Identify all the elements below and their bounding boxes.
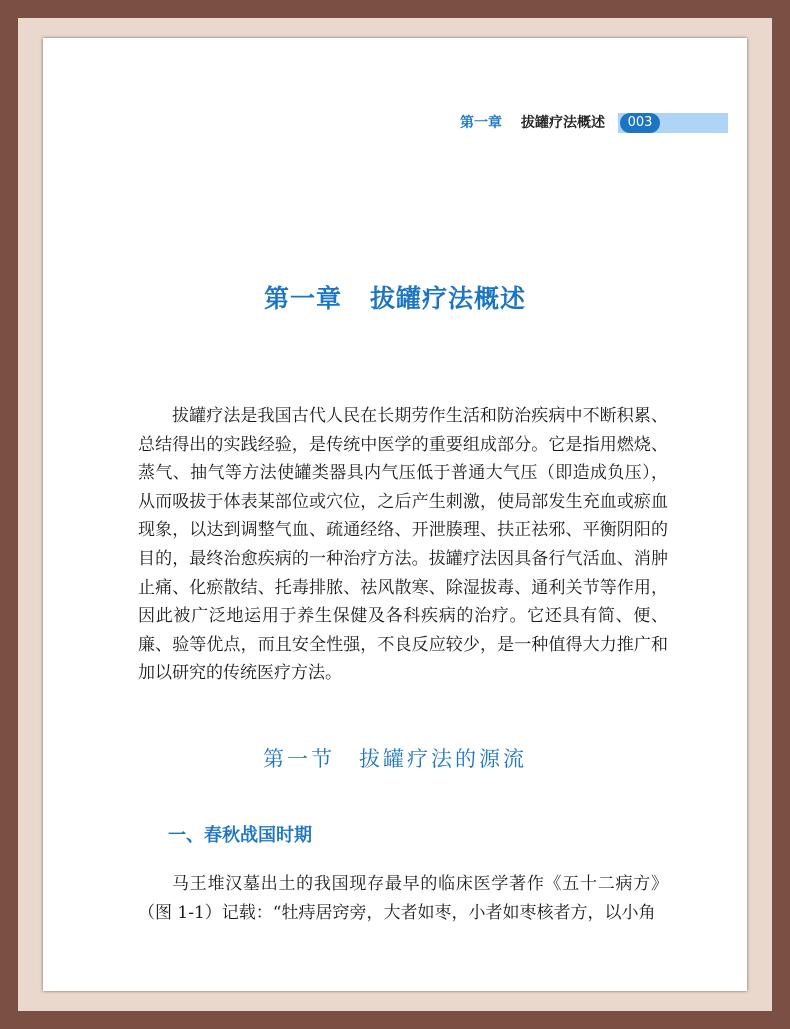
running-head-chapter: 第一章 xyxy=(460,115,502,131)
chapter-name: 拔罐疗法概述 xyxy=(370,284,527,313)
section-name: 拔罐疗法的源流 xyxy=(359,747,527,771)
book-page xyxy=(43,38,747,991)
subsection-heading: 一、春秋战国时期 xyxy=(168,825,312,846)
page-number-badge: 003 xyxy=(620,113,660,133)
chapter-number: 第一章 xyxy=(263,284,342,313)
section-number: 第一节 xyxy=(263,747,335,771)
running-head-title: 拔罐疗法概述 xyxy=(521,115,605,131)
intro-paragraph: 拔罐疗法是我国古代人民在长期劳作生活和防治疾病中不断积累、总结得出的实践经验，是传统中医学的重要组成部分。它是指用燃烧、蒸气、抽气等方法使罐类器具内气压低于普通大气压（即造成负压），从而吸拔于体表某部位或穴位，之后产生刺激，使局部发生充血或瘀血现象，以达到调整气血、疏通经络、开泄腠理、扶正祛邪、平衡阴阳的目的，最终治愈疾病的一种治疗方法。拔罐疗法因具备行气活血、消肿止痛、化瘀散结、托毒排脓、祛风散寒、除湿拔毒、通利关节等作用，因此被广泛地运用于养生保健及各科疾病的治疗。它还具有简、便、廉、验等优点，而且安全性强，不良反应较少，是一种值得大力推广和加以研究的传统医疗方法。 xyxy=(138,406,668,684)
section-title xyxy=(43,744,747,774)
body-paragraph: 马王堆汉墓出土的我国现存最早的临床医学著作《五十二病方》（图 1-1）记载：“牡痔居窍旁，大者如枣，小者如枣核者方，以小角 xyxy=(138,874,668,923)
chapter-title xyxy=(43,281,747,317)
running-head xyxy=(43,110,728,134)
